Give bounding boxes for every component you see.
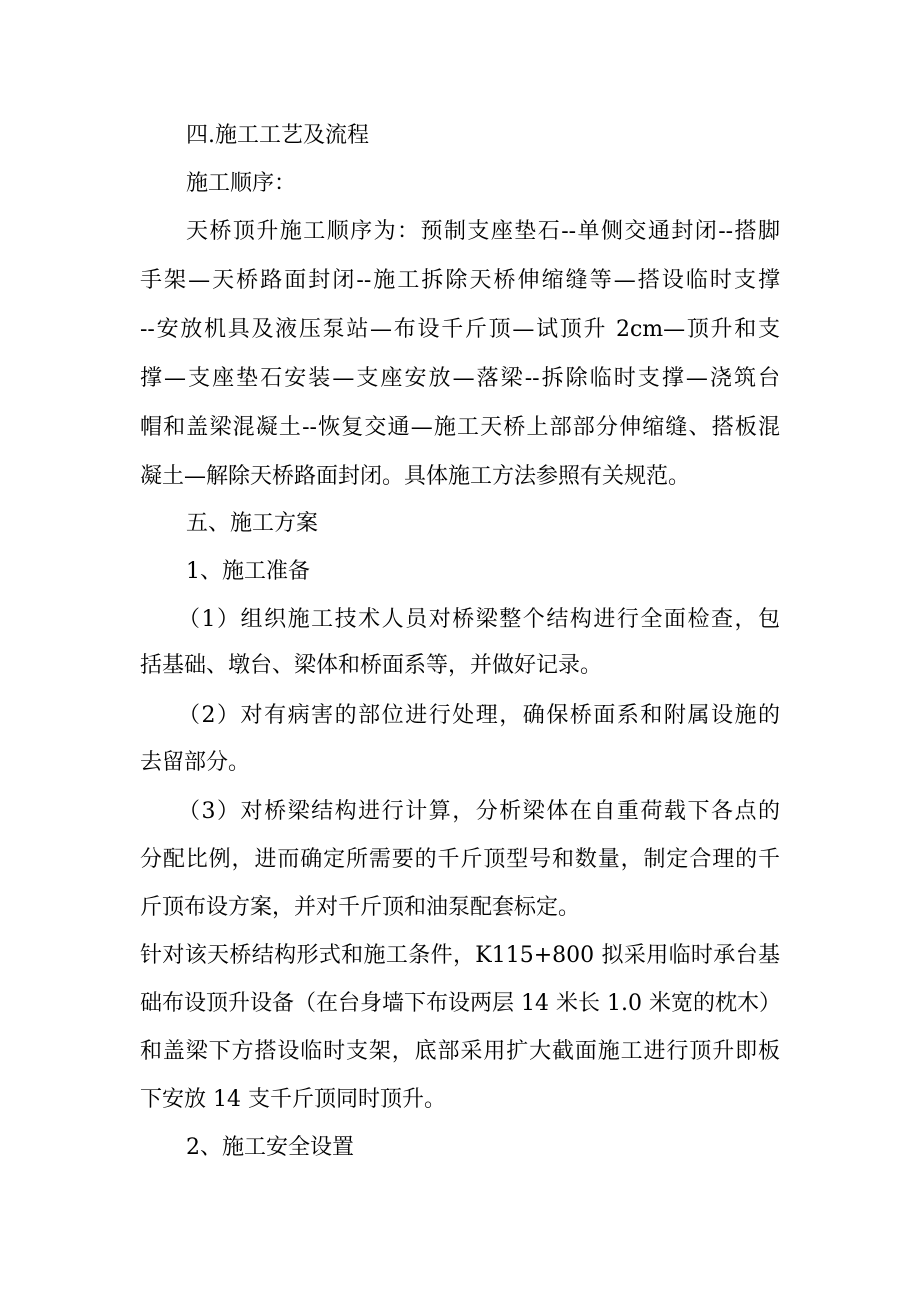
subsection-heading-2: 2、施工安全设置 [186, 1135, 354, 1160]
sequence-line-4: 撑—支座垫石安装—支座安放—落梁--拆除临时支撑—浇筑台 [140, 366, 780, 391]
sequence-line-5: 帽和盖梁混凝土--恢复交通—施工天桥上部部分伸缩缝、搭板混 [140, 415, 780, 440]
plan-line-3: 和盖梁下方搭设临时支架，底部采用扩大截面施工进行顶升即板 [140, 1039, 780, 1064]
section-heading-5: 五、施工方案 [186, 511, 319, 536]
sequence-line-2: 手架—天桥路面封闭--施工拆除天桥伸缩缝等—搭设临时支撑 [140, 268, 780, 293]
subsection-heading-1: 1、施工准备 [186, 559, 310, 584]
section-heading-4: 四.施工工艺及流程 [186, 123, 369, 148]
plan-line-1: 针对该天桥结构形式和施工条件，K115+800 拟采用临时承台基 [140, 943, 780, 968]
item-2-line-1: （2）对有病害的部位进行处理，确保桥面系和附属设施的 [178, 703, 780, 728]
item-3-line-2: 分配比例，进而确定所需要的千斤顶型号和数量，制定合理的千 [140, 847, 780, 872]
sequence-line-3: --安放机具及液压泵站—布设千斤顶—试顶升 2cm—顶升和支 [140, 317, 780, 342]
item-3-line-3: 斤顶布设方案，并对千斤顶和油泵配套标定。 [140, 895, 581, 920]
plan-line-4: 下安放 14 支千斤顶同时顶升。 [140, 1087, 446, 1112]
plan-line-2: 础布设顶升设备（在台身墙下布设两层 14 米长 1.0 米宽的枕木） [140, 991, 781, 1016]
item-1-line-2: 括基础、墩台、梁体和桥面系等，并做好记录。 [140, 653, 603, 678]
sequence-line-6: 凝土—解除天桥路面封闭。具体施工方法参照有关规范。 [140, 464, 691, 489]
item-1-line-1: （1）组织施工技术人员对桥梁整个结构进行全面检查，包 [178, 607, 780, 632]
sequence-line-1: 天桥顶升施工顺序为：预制支座垫石--单侧交通封闭--搭脚 [186, 219, 780, 244]
item-3-line-1: （3）对桥梁结构进行计算，分析梁体在自重荷载下各点的 [178, 799, 780, 824]
sequence-label: 施工顺序： [186, 171, 297, 196]
item-2-line-2: 去留部分。 [140, 750, 251, 775]
